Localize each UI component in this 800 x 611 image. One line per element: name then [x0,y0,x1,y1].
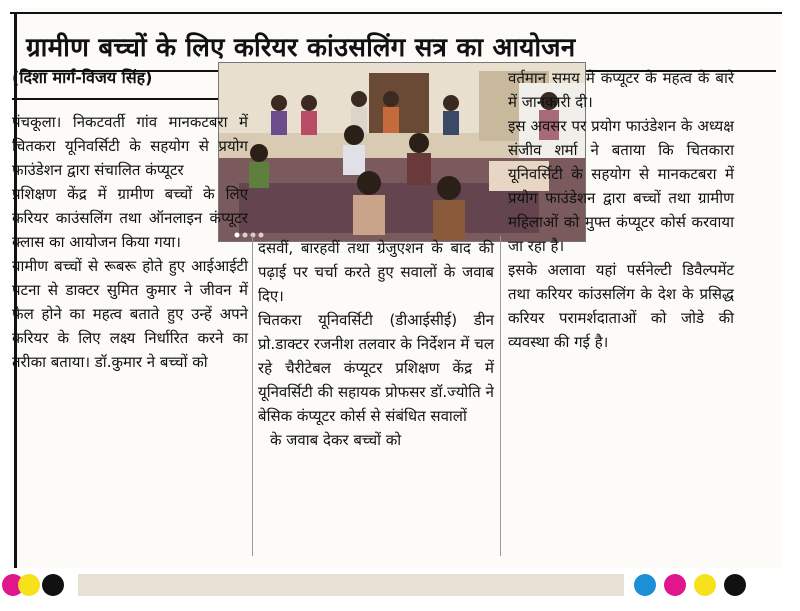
column-1-paragraph: पंचकूला। निकटवर्ती गांव मानकटबरा में चितकरा यूनिवर्सिटी के सहयोग से प्रयोग फाउंडेशन द्वारा संचालित कंप्यूटर [12,113,248,179]
yellow-dot-icon [694,574,716,596]
magenta-dot-icon [664,574,686,596]
yellow-dot-icon [18,574,40,596]
article-headline: ग्रामीण बच्चों के लिए करियर कांउसलिंग सत्र का आयोजन [26,33,576,63]
column-3-paragraph: इसके अलावा यहां पर्सनेल्टी डिवैल्पमेंट तथा करियर कांउसलिंग के देश के प्रसिद्ध करियर परामर्शदाताओं को जोडे की व्यवस्था की गई है। [508,261,734,351]
column-1-paragraph: प्रशिक्षण केंद्र में ग्रामीण बच्चों के लिए करियर काउंसलिंग तथा ऑनलाइन कंप्यूटर क्लास का आयोजन किया गया। [12,185,248,251]
color-bar [78,574,624,596]
column-1-paragraph: ग्रामीण बच्चों से रूबरू होते हुए आईआईटी पटना से डाक्टर सुमित कुमार ने जीवन में फेल होने का महत्व बताते हुए उन्हें अपने करियर के लिए लक्ष्य निर्धारित करने का तरीका बताया। डॉ.कुमार ने बच्चों को [12,257,248,371]
column-2-paragraph: के जवाब देकर बच्चों को [270,431,402,449]
column-2-paragraph: चितकरा यूनिवर्सिटी (डीआईसीई) डीन प्रो.डाक्टर रजनीश तलवार के निर्देशन में चल रहे चैरीटेबल कंप्यूटर प्रशिक्षण केंद्र में यूनिवर्सिटी की सहायक प्रोफसर डॉ.ज्योति ने बेसिक कंप्यूटर कोर्स से संबंधित सवालों [258,311,494,425]
article-column-3 [508,66,734,556]
top-rule [10,12,782,14]
byline-rule [12,98,220,100]
black-dot-icon [724,574,746,596]
column-2-paragraph: दसवीं, बारहवीं तथा ग्रेजुएशन के बाद की पढ़ाई पर चर्चा करते हुए सवालों के जवाब दिए। [258,239,494,305]
column-3-paragraph: इस अवसर पर प्रयोग फाउंडेशन के अध्यक्ष संजीव शर्मा ने बताया कि चितकारा यूनिवर्सिटी के सहयोग से मानकटबरा में प्रयोग फाउंडेशन द्वारा बच्चों तथा ग्रामीण महिलाओं को मुफ्त कंप्यूटर कोर्स करवाया जा रहा है। [508,117,734,255]
cyan-dot-icon [634,574,656,596]
article-byline: (दिशा मार्ग-विजय सिंह) [12,68,153,87]
column-divider [500,236,501,556]
column-divider [252,236,253,556]
black-dot-icon [42,574,64,596]
column-3-paragraph: वर्तमान समय में कंप्यूटर के महत्व के बारे में जानकारी दी। [508,69,734,111]
article-column-2 [258,236,494,556]
article-column-1 [12,110,248,550]
